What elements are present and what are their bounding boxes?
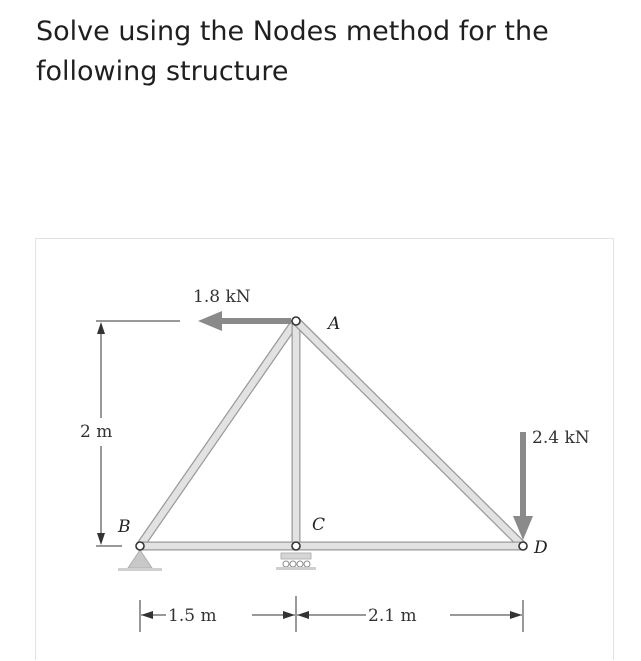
- joint-c: [292, 542, 300, 550]
- truss-members: [140, 321, 523, 546]
- question-line-1: Solve using the Nodes method for the: [36, 16, 549, 47]
- node-label-c: C: [312, 515, 326, 535]
- joint-d: [519, 542, 527, 550]
- node-label-a: A: [328, 314, 341, 334]
- joint-a: [292, 317, 300, 325]
- node-label-d: D: [534, 538, 548, 558]
- dimension-label-span-left: 1.5 m: [168, 606, 217, 626]
- pin-support-b: [118, 550, 162, 571]
- load-label-horizontal: 1.8 kN: [193, 287, 251, 307]
- question-line-2: following structure: [36, 56, 289, 87]
- joint-b: [136, 542, 144, 550]
- roller-support-c: [276, 553, 316, 570]
- load-arrow-vertical: [513, 432, 533, 540]
- load-label-vertical: 2.4 kN: [532, 428, 590, 448]
- dimension-label-span-right: 2.1 m: [368, 606, 417, 626]
- node-label-b: B: [118, 517, 131, 537]
- load-arrow-horizontal: [198, 311, 291, 331]
- dimension-label-height: 2 m: [80, 422, 113, 442]
